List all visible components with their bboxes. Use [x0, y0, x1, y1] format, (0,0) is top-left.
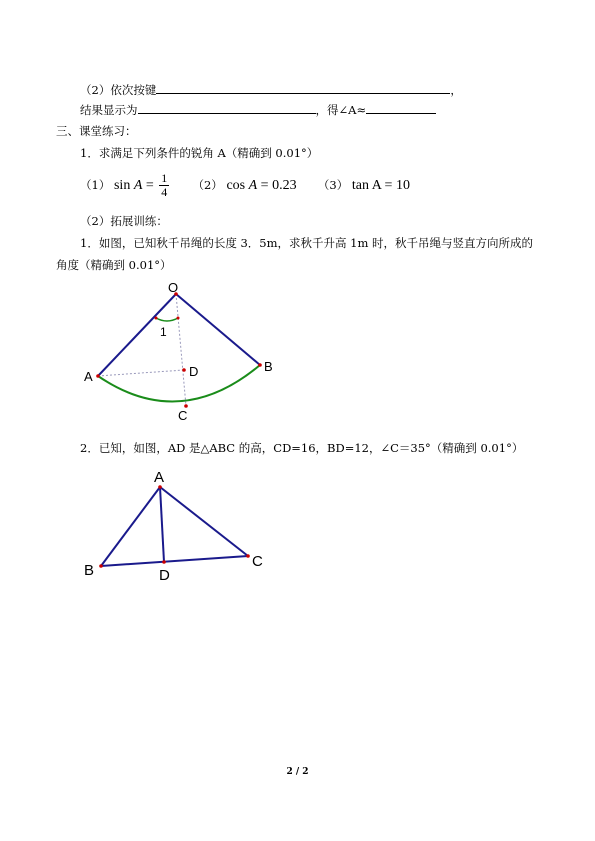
label-b: B — [264, 359, 273, 374]
point-arc-right — [177, 317, 180, 320]
point-a — [96, 374, 100, 378]
result-mid: ，得∠A≈ — [315, 103, 367, 117]
point-d2 — [162, 560, 166, 564]
result-prefix: 结果显示为 — [80, 103, 138, 117]
label-d: D — [189, 364, 199, 379]
part2-label: （2） — [192, 178, 223, 192]
fraction: $\frac{1}{4}$ — [161, 171, 168, 200]
label-angle-1: 1 — [160, 325, 167, 339]
label-c2: C — [252, 553, 263, 570]
point-c2 — [246, 554, 250, 558]
figure2-triangle — [84, 469, 263, 584]
side-bc — [101, 556, 248, 566]
angle-arc — [156, 318, 178, 321]
keypress-suffix: ， — [450, 83, 462, 97]
label-c: C — [178, 408, 188, 423]
part1-expression: sin A = $\frac{1}{4}$ — [113, 171, 168, 200]
point-b2 — [99, 564, 103, 568]
point-arc-left — [155, 317, 158, 320]
section-heading: 三、课堂练习： — [56, 124, 137, 138]
label-b2: B — [84, 562, 95, 579]
label-d2: D — [159, 567, 170, 584]
part3-label: （3） — [317, 178, 349, 192]
point-d — [182, 368, 186, 372]
point-b — [258, 363, 262, 367]
radius-ob — [176, 294, 260, 365]
part1-label: （1） — [80, 178, 111, 192]
part3-expression: tan A = 10 — [351, 178, 410, 193]
question2-line: 2．已知，如图，AD 是△ABC 的高，CD=16，BD=12，∠C＝35°（精确到 0.01°） — [80, 441, 524, 455]
page-number: 2 / 2 — [286, 767, 309, 777]
side-ac — [160, 487, 248, 556]
exercise1-title: 1．求满足下列条件的锐角 A（精确到 0.01°） — [80, 146, 319, 160]
figure1-swing — [84, 280, 273, 423]
extension-title: （2）拓展训练： — [80, 214, 168, 228]
dashed-od — [176, 294, 186, 406]
side-ab — [101, 487, 160, 566]
label-o: O — [168, 280, 179, 295]
label-a: A — [84, 369, 93, 384]
dashed-ad — [98, 370, 184, 376]
altitude-ad — [160, 487, 164, 562]
part2-expression: cos A = 0.23 — [226, 178, 297, 193]
keypress-prefix: （2）依次按键 — [80, 83, 157, 97]
question1-line2: 角度（精确到 0.01°） — [56, 258, 172, 272]
question1-line1: 1．如图，已知秋千吊绳的长度 3．5m，求秋千升高 1m 时，秋千吊绳与竖直方向所成的 — [80, 236, 534, 250]
label-a2: A — [154, 469, 165, 486]
